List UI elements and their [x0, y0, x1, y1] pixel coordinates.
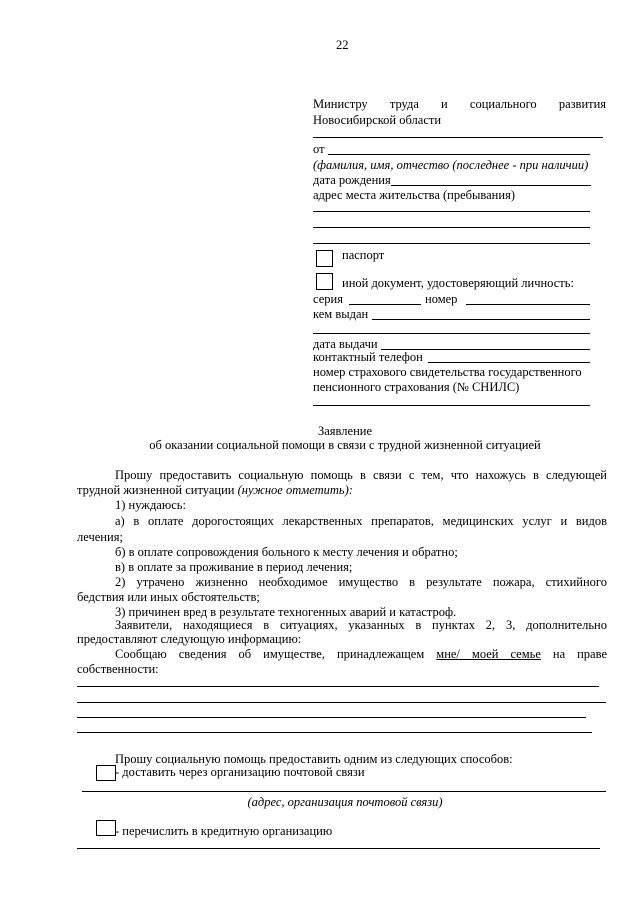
phone-label: контактный телефон: [313, 350, 423, 364]
paragraph-3-underlined: мне/ моей семье: [436, 647, 541, 661]
phone-field-line[interactable]: [428, 362, 590, 363]
addressee-blank-line[interactable]: [313, 137, 603, 138]
bank-transfer-label: - перечислить в кредитную организацию: [115, 824, 333, 838]
item-1a-line2: лечения;: [77, 530, 123, 544]
paragraph-3-text-end: на праве: [540, 647, 607, 661]
snils-label-line2: пенсионного страхования (№ СНИЛС): [313, 380, 520, 394]
issued-by-field-line[interactable]: [372, 319, 590, 320]
address-field-line-1[interactable]: [313, 211, 590, 212]
from-label: от: [313, 142, 325, 156]
item-1b: б) в оплате сопровождения больного к месту лечения и обратно;: [115, 545, 458, 559]
address-label: адрес места жительства (пребывания): [313, 188, 515, 202]
paragraph-1-hint: (нужное отметить):: [237, 483, 353, 497]
property-field-line-1[interactable]: [77, 686, 599, 687]
birth-date-label: дата рождения: [313, 173, 391, 187]
methods-intro: Прошу социальную помощь предоставить одним из следующих способов:: [115, 752, 513, 766]
item-3: 3) причинен вред в результате техногенных аварий и катастроф.: [115, 605, 457, 619]
paragraph-2-line1: Заявители, находящиеся в ситуациях, указанных в пунктах 2, 3, дополнительно: [115, 618, 607, 632]
series-label: серия: [313, 292, 343, 306]
passport-label: паспорт: [342, 248, 385, 262]
addressee-word: социального: [469, 97, 537, 111]
snils-label-line1: номер страхового свидетельства государственного: [313, 365, 582, 379]
post-delivery-checkbox[interactable]: [96, 765, 116, 781]
other-document-checkbox[interactable]: [316, 273, 333, 290]
paragraph-1-line1: Прошу предоставить социальную помощь в связи с тем, что нахожусь в следующей: [115, 468, 607, 482]
post-delivery-label: - доставить через организацию почтовой связи: [115, 765, 365, 779]
item-2-line1: 2) утрачено жизненно необходимое имущество в результате пожара, стихийного: [115, 575, 607, 589]
issue-date-label: дата выдачи: [313, 337, 378, 351]
document-subtitle: об оказании социальной помощи в связи с трудной жизненной ситуацией: [149, 438, 541, 452]
paragraph-3-line1: [115, 647, 607, 662]
item-1c: в) в оплате за проживание в период лечения;: [115, 560, 353, 574]
item-1a-line1: а) в оплате дорогостоящих лекарственных препаратов, медицинских услуг и видов: [115, 514, 607, 528]
fio-hint: (фамилия, имя, отчество (последнее - при наличии): [313, 158, 589, 172]
addressee-word: развития: [558, 97, 607, 111]
number-label: номер: [425, 292, 458, 306]
paragraph-3-text: Сообщаю сведения об имуществе, принадлежащем: [115, 647, 437, 661]
property-field-line-2[interactable]: [77, 702, 606, 703]
paragraph-1-text: трудной жизненной ситуации: [77, 483, 238, 497]
birth-date-field-line[interactable]: [391, 185, 591, 186]
number-field-line[interactable]: [466, 304, 590, 305]
bank-transfer-checkbox[interactable]: [96, 820, 116, 836]
paragraph-3-line2: собственности:: [77, 662, 159, 676]
bank-field-line[interactable]: [77, 848, 600, 849]
paragraph-1-line2: [77, 483, 353, 498]
item-1: 1) нуждаюсь:: [115, 498, 186, 512]
passport-checkbox[interactable]: [316, 250, 333, 267]
property-field-line-3[interactable]: [77, 717, 586, 718]
addressee-word: Министру: [313, 97, 368, 111]
addressee-line2: Новосибирской области: [313, 113, 442, 127]
address-field-line-3[interactable]: [313, 243, 590, 244]
property-field-line-4[interactable]: [77, 732, 592, 733]
post-address-field-line[interactable]: [82, 791, 606, 792]
item-2-line2: бедствия или иных обстоятельств;: [77, 590, 260, 604]
page-number: 22: [336, 38, 349, 52]
other-document-label: иной документ, удостоверяющий личность:: [342, 276, 574, 290]
post-address-hint: (адрес, организация почтовой связи): [247, 795, 443, 809]
paragraph-2-line2: предоставляют следующую информацию:: [77, 632, 302, 646]
from-field-line[interactable]: [328, 154, 590, 155]
address-field-line-2[interactable]: [313, 227, 590, 228]
issued-by-field-line-2[interactable]: [313, 333, 590, 334]
addressee-word: и: [441, 97, 448, 111]
addressee-line1: [313, 97, 606, 112]
series-field-line[interactable]: [349, 304, 421, 305]
issued-by-label: кем выдан: [313, 307, 369, 321]
addressee-word: труда: [389, 97, 419, 111]
snils-field-line[interactable]: [313, 405, 590, 406]
document-title: Заявление: [317, 424, 372, 438]
